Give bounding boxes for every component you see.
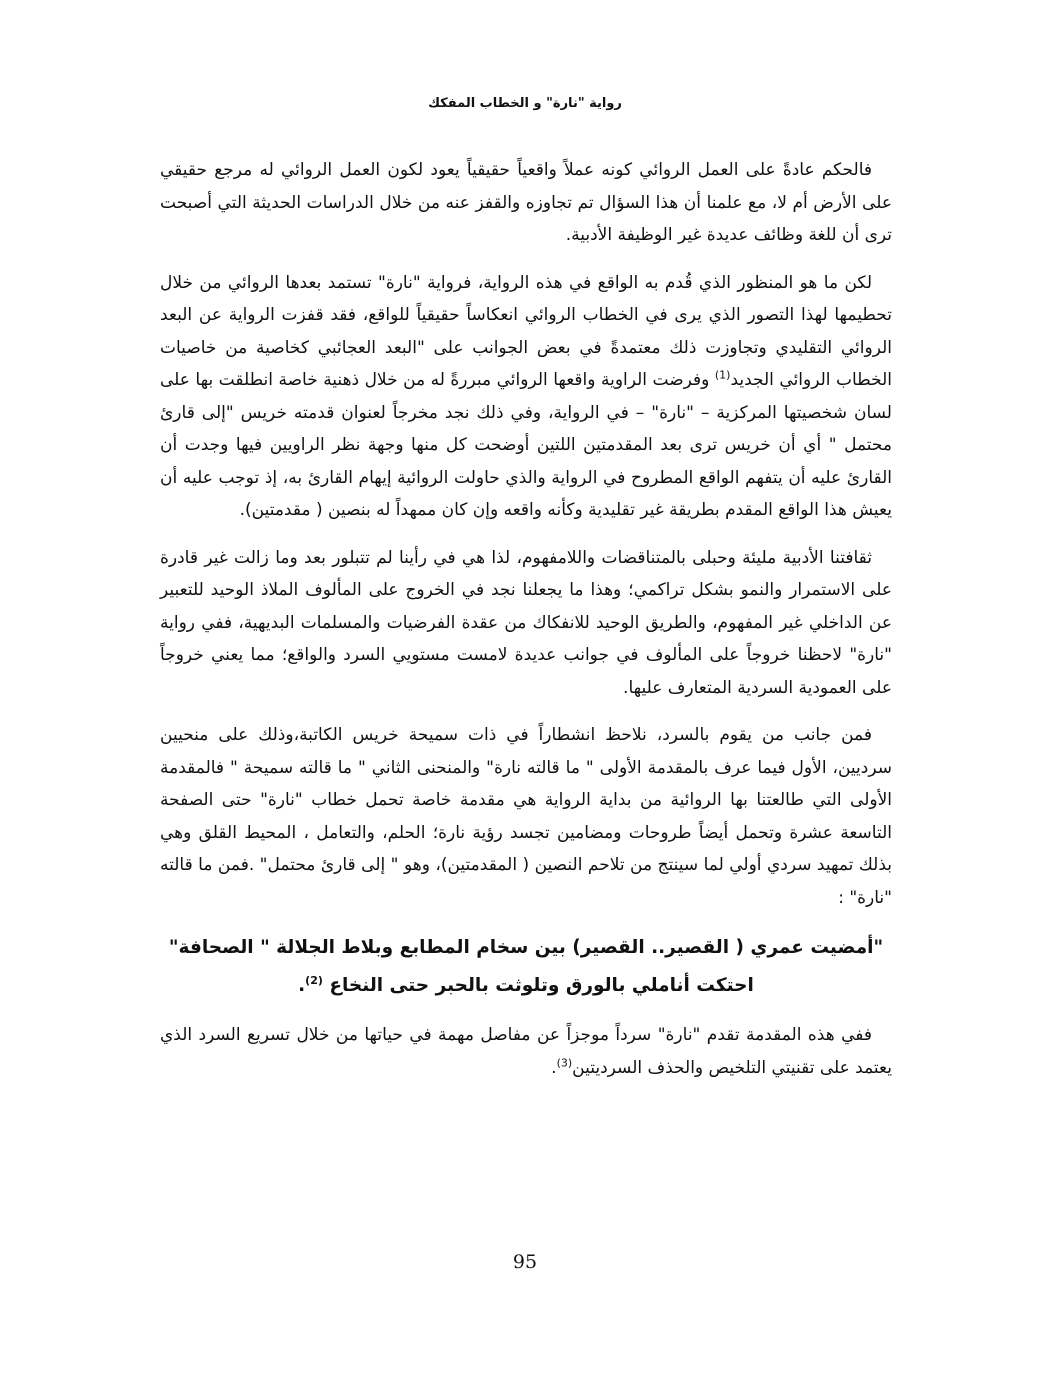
paragraph-3: ثقافتنا الأدبية مليئة وحبلى بالمتناقضات واللامفهوم، لذا هي في رأينا لم تتبلور بعد وما زالت غير قادرة على الاستمرار والنمو بشكل تراكمي؛ وهذا ما يجعلنا نجد في الخروج على المألوف الملاذ الوحيد للتعبير عن الداخلي غير المفهوم، والطريق الوحيد للانفكاك من عقدة الفرضيات والمسلمات البديهية، ففي رواية "نارة" لاحظنا خروجاً على المألوف في جوانب عديدة لامست مستويي السرد والواقع؛ مما يعني خروجاً على العمودية السردية المتعارف عليها. (160, 547, 892, 698)
running-header: رواية "نارة" و الخطاب المفكك (428, 96, 622, 111)
paragraph-5-end: . (551, 1057, 557, 1078)
quote-line-1: "أمضيت عمري ( القصير.. القصير) بين سخام المطابع وبلاط الجلالة " الصحافة" (168, 937, 884, 958)
block-quote (160, 929, 892, 1005)
quote-line-2-text: احتكت أناملي بالورق وتلوثت بالحبر حتى النخاع (329, 975, 754, 996)
footnote-ref-3: (3) (556, 1055, 573, 1069)
paragraph-2-part-2: وفرضت الراوية واقعها الروائي مبررةً له من خلال ذهنية خاصة انطلقت بها على لسان شخصيتها المركزية – "نارة" – في الرواية، وفي ذلك نجد مخرجاً لعنوان قدمته خريس "إلى قارئ محتمل " أي أن خريس ترى بعد المقدمتين اللتين أوضحت كل منها وجهة نظر الراويين فيها وجدت أن القارئ عليه أن يتفهم الواقع المطروح في الرواية والذي حاولت الروائية إيهام القارئ به، إذ توجب عليه أن يعيش هذا الواقع المقدم بطريقة غير تقليدية وكأنه واقعه وإن كان ممهداً له بنصين ( مقدمتين). (160, 370, 892, 520)
quote-line-2 (160, 967, 892, 1005)
footnote-ref-1: (1) (714, 368, 731, 382)
paragraph-2 (160, 267, 892, 527)
paragraph-5 (160, 1019, 892, 1084)
paragraph-1: فالحكم عادةً على العمل الروائي كونه عملاً واقعياً حقيقياً يعود لكون العمل الروائي له مرجع حقيقي على الأرض أم لا، مع علمنا أن هذا السؤال تم تجاوزه والقفز عنه من خلال الدراسات الحديثة التي أصبحت ترى أن للغة وظائف عديدة غير الوظيفة الأدبية. (160, 160, 892, 245)
footnote-ref-2: (2) (305, 973, 323, 987)
quote-line-2-end: . (298, 975, 306, 996)
body-text (160, 154, 892, 1099)
paragraph-5-text: ففي هذه المقدمة تقدم "نارة" سرداً موجزاً عن مفاصل مهمة في حياتها من خلال تسريع السرد الذي يعتمد على تقنيتي التلخيص والحذف السرديتين (160, 1025, 892, 1078)
paragraph-4: فمن جانب من يقوم بالسرد، نلاحظ انشطاراً في ذات سميحة خريس الكاتبة،وذلك على منحيين سرديين، الأول فيما عرف بالمقدمة الأولى " ما قالته نارة" والمنحنى الثاني " ما قالته سميحة " فالمقدمة الأولى التي طالعتنا بها الروائية من بداية الرواية هي مقدمة خاصة تحمل خطاب "نارة" حتى الصفحة التاسعة عشرة وتحمل أيضاً طروحات ومضامين تجسد رؤية نارة؛ الحلم، والتعامل ، المحيط القلق وهي بذلك تمهيد سردي أولي لما سينتج من تلاحم النصين ( المقدمتين)، وهو " إلى قارئ محتمل" .فمن ما قالته "نارة" : (160, 725, 892, 908)
paragraph-2-part-1: لكن ما هو المنظور الذي قُدم به الواقع في هذه الرواية، فرواية "نارة" تستمد بعدها الروائي من خلال تحطيمها لهذا التصور الذي يرى في الخطاب الروائي انعكاساً حقيقياً للواقع، فقد قفزت الرواية عن البعد الروائي التقليدي وتجاوزت ذلك معتمدةً في بعض الجوانب على "البعد العجائبي كخاصية من خاصيات الخطاب الروائي الجديد (160, 272, 893, 390)
page-number: 95 (512, 1251, 538, 1273)
